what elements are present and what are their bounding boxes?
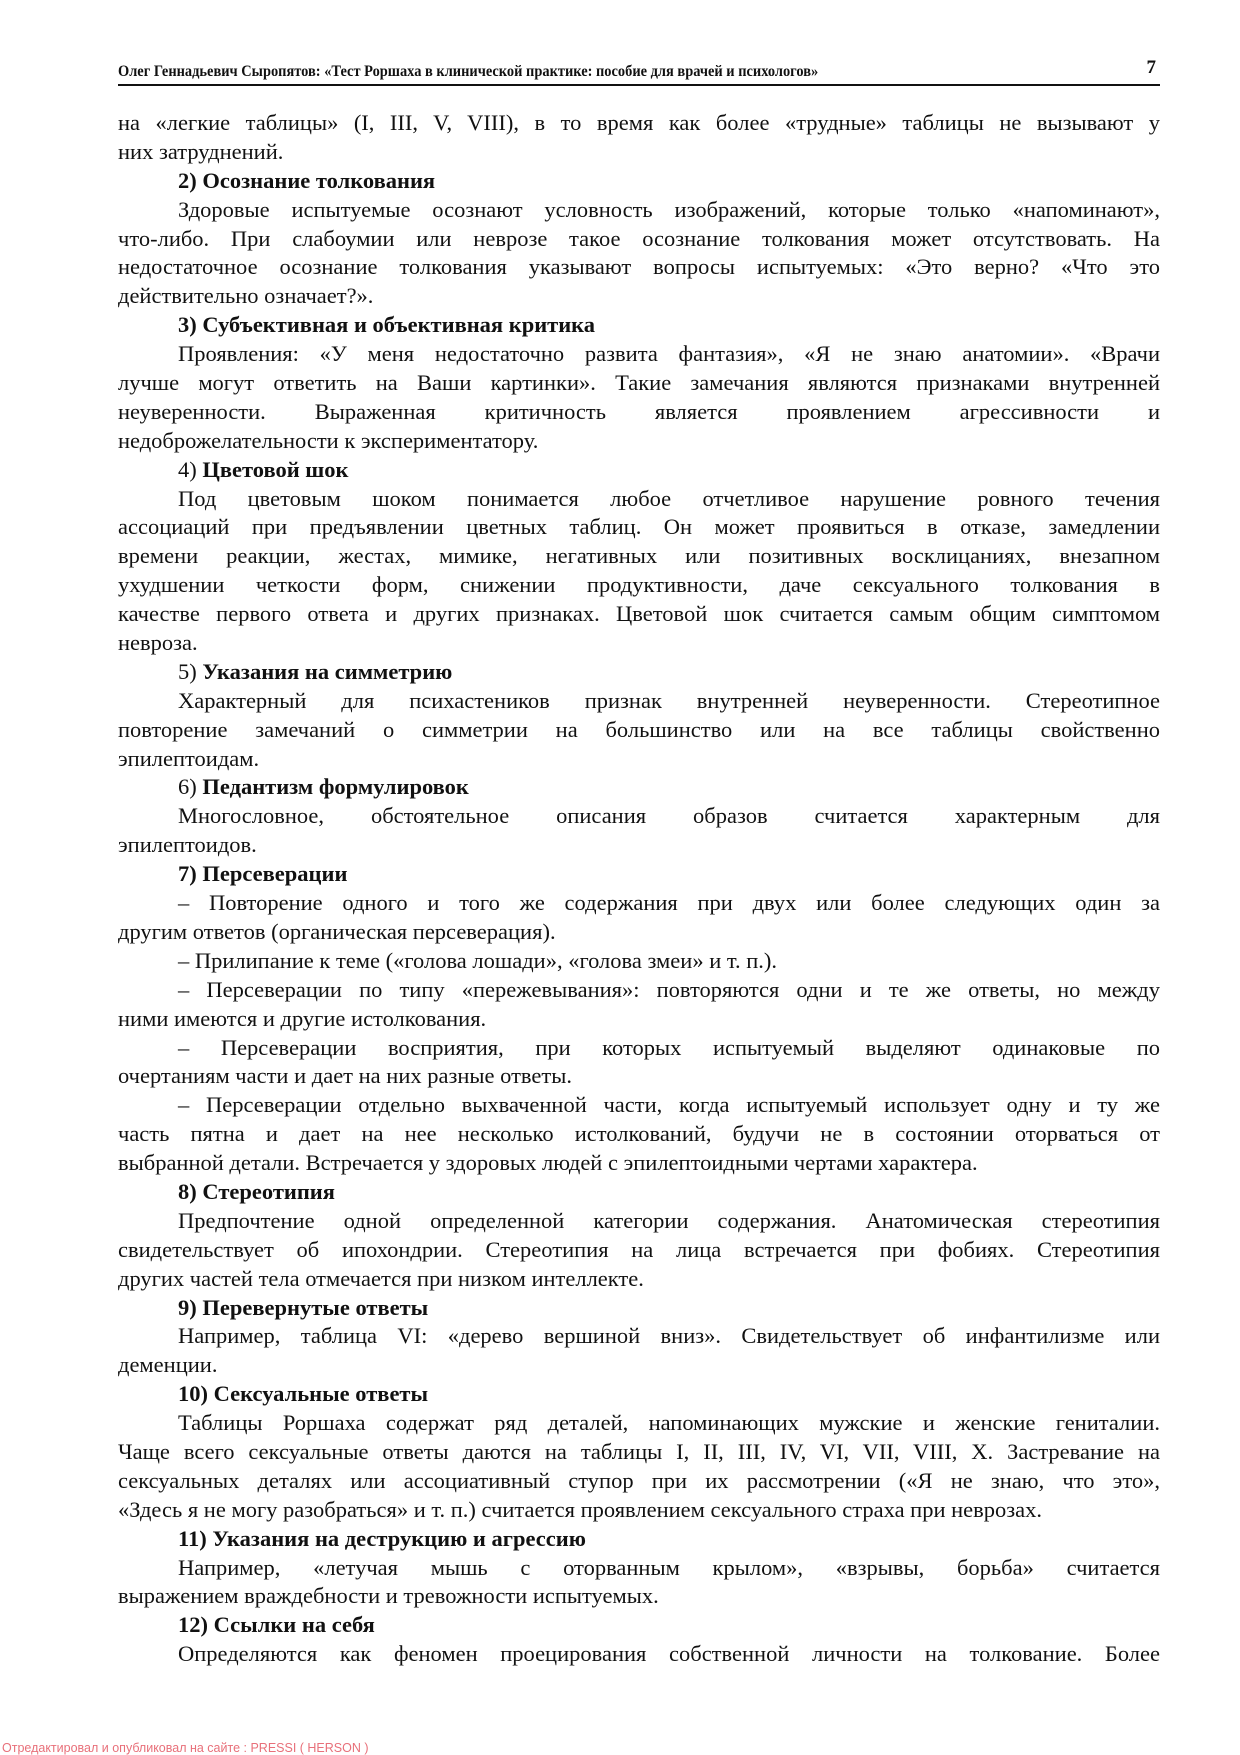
section-heading <box>118 1294 1160 1323</box>
section-number: 3) <box>178 312 197 338</box>
text-line: других частей тела отмечается при низком интеллекте. <box>118 1265 644 1291</box>
section-number: 4) <box>178 456 197 482</box>
text-line: Например, таблица VI: «дерево вершиной вниз». Свидетельствует об инфантилизме или <box>178 1323 1160 1349</box>
publisher-footer: Отредактировал и опубликовал на сайте : PRESSI ( HERSON ) <box>2 1741 369 1755</box>
text-line: ухудшении четкости форм, снижении продуктивности, даче сексуального толкования в <box>118 572 1160 598</box>
text-line: свидетельствует об ипохондрии. Стереотипия на лица встречается при фобиях. Стереотипия <box>118 1236 1160 1262</box>
text-line: Здоровые испытуемые осознают условность изображений, которые только «напоминают», <box>178 196 1160 222</box>
text-line: Под цветовым шоком понимается любое отчетливое нарушение ровного течения <box>178 485 1160 511</box>
text-line: Например, «летучая мышь с оторванным крылом», «взрывы, борьба» считается <box>178 1554 1160 1580</box>
section-heading <box>118 1380 1160 1409</box>
text-line: действительно означает?». <box>118 283 374 309</box>
header-title: Олег Геннадьевич Сыропятов: «Тест Роршаха в клинической практике: пособие для врачей и психологов» <box>118 63 819 80</box>
text-line: – Персеверации восприятия, при которых испытуемый выделяют одинаковые по <box>178 1034 1160 1060</box>
section-number: 8) <box>178 1178 197 1204</box>
text-line: неуверенности. Выраженная критичность является проявлением агрессивности и <box>118 398 1160 424</box>
text-line: – Персеверации отдельно выхваченной части, когда испытуемый использует одну и ту же <box>178 1092 1160 1118</box>
section-number: 5) <box>178 658 197 684</box>
text-line: ними имеются и другие истолкования. <box>118 1005 487 1031</box>
text-line: Чаще всего сексуальные ответы даются на таблицы I, II, III, IV, VI, VII, VIII, X. Застревание на <box>118 1438 1160 1464</box>
text-line: деменции. <box>118 1352 218 1378</box>
text-line: ассоциаций при предъявлении цветных таблиц. Он может проявиться в отказе, замедлении <box>118 514 1160 540</box>
section-number: 10) <box>178 1381 208 1407</box>
text-line: что-либо. При слабоумии или неврозе такое осознание толкования может отсутствовать. На <box>118 225 1160 251</box>
text-line: Многословное, обстоятельное описания образов считается характерным для <box>178 803 1160 829</box>
section-title: Сексуальные ответы <box>213 1381 429 1407</box>
section-title: Осознание толкования <box>202 167 436 193</box>
section-heading <box>118 456 1160 485</box>
text-line: недостаточное осознание толкования указывают вопросы испытуемых: «Это верно? «Что это <box>118 254 1160 280</box>
text-line: часть пятна и дает на нее несколько истолкований, будучи не в состоянии оторваться от <box>118 1121 1160 1147</box>
text-line: эпилептоидов. <box>118 832 257 858</box>
text-line: на «легкие таблицы» (I, III, V, VIII), в то время как более «трудные» таблицы не вызывают у <box>118 110 1160 135</box>
section-heading <box>118 167 1160 196</box>
section-title: Персеверации <box>202 861 348 887</box>
section-number: 6) <box>178 774 197 800</box>
section-number: 2) <box>178 167 197 193</box>
section-heading <box>118 311 1160 340</box>
section-title: Указания на симметрию <box>202 658 453 684</box>
section-heading <box>118 1525 1160 1554</box>
text-line: – Прилипание к теме («голова лошади», «голова змеи» и т. п.). <box>178 947 778 973</box>
text-line: – Персеверации по типу «пережевывания»: повторяются одни и те же ответы, но между <box>178 976 1160 1002</box>
section-number: 9) <box>178 1294 197 1320</box>
section-heading <box>118 658 1160 687</box>
page-number: 7 <box>1146 57 1156 78</box>
section-heading <box>118 773 1160 802</box>
text-line: повторение замечаний о симметрии на большинство или на все таблицы свойственно <box>118 716 1160 742</box>
text-line: Проявления: «У меня недостаточно развита фантазия», «Я не знаю анатомии». «Врачи <box>178 341 1160 367</box>
text-line: выбранной детали. Встречается у здоровых людей с эпилептоидными чертами характера. <box>118 1150 978 1176</box>
section-title: Ссылки на себя <box>213 1612 375 1638</box>
section-title: Педантизм формулировок <box>202 774 469 800</box>
text-line: выражением враждебности и тревожности испытуемых. <box>118 1583 659 1609</box>
text-line: – Повторение одного и того же содержания при двух или более следующих один за <box>178 890 1160 916</box>
text-line: лучше могут ответить на Ваши картинки». Такие замечания являются признаками внутренней <box>118 370 1160 396</box>
section-number: 7) <box>178 861 197 887</box>
text-line: Предпочтение одной определенной категории содержания. Анатомическая стереотипия <box>178 1207 1160 1233</box>
text-line: них затруднений. <box>118 138 284 164</box>
section-title: Субъективная и объективная критика <box>202 312 596 338</box>
text-line: недоброжелательности к экспериментатору. <box>118 427 539 453</box>
text-line: другим ответов (органическая персеверация). <box>118 918 556 944</box>
section-number: 12) <box>178 1612 208 1638</box>
section-number: 11) <box>178 1525 207 1551</box>
text-line: Определяются как феномен проецирования собственной личности на толкование. Более <box>178 1641 1160 1667</box>
text-line: времени реакции, жестах, мимике, негативных или позитивных восклицаниях, внезапном <box>118 543 1160 569</box>
text-line: «Здесь я не могу разобраться» и т. п.) считается проявлением сексуального страха при неврозах. <box>118 1496 1043 1522</box>
page-body <box>118 109 1160 1669</box>
text-line: Характерный для психастеников признак внутренней неуверенности. Стереотипное <box>178 687 1160 713</box>
text-line: сексуальных деталях или ассоциативный ступор при их рассмотрении («Я не знаю, что это», <box>118 1467 1160 1493</box>
text-line: качестве первого ответа и других признаках. Цветовой шок считается самым общим симптомом <box>118 601 1160 627</box>
section-title: Цветовой шок <box>202 456 349 482</box>
text-line: эпилептоидам. <box>118 745 260 771</box>
section-heading <box>118 860 1160 889</box>
section-title: Перевернутые ответы <box>202 1294 429 1320</box>
section-title: Стереотипия <box>202 1178 335 1204</box>
section-heading <box>118 1611 1160 1640</box>
section-title: Указания на деструкцию и агрессию <box>212 1525 586 1551</box>
text-line: очертаниям части и дает на них разные ответы. <box>118 1063 572 1089</box>
text-line: невроза. <box>118 630 198 656</box>
running-header <box>118 56 1160 86</box>
text-line: Таблицы Роршаха содержат ряд деталей, напоминающих мужские и женские гениталии. <box>178 1410 1160 1436</box>
section-heading <box>118 1178 1160 1207</box>
